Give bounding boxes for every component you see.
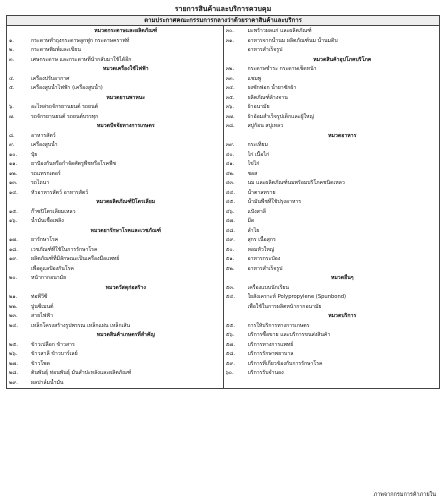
item-number [9,198,31,208]
item-label: บริการรักษาพยาบาล [247,351,294,357]
list-item [226,284,438,294]
item-label: มะพร้าวผลแก่ และผลิตภัณฑ์ [247,28,312,34]
item-number: ๓๓. [225,75,235,82]
item-number: ๔๐. [225,151,235,158]
item-number: ๔๑. [225,161,235,167]
category-label: หมวดวัสดุก่อสร้าง [105,284,146,291]
list-item [9,360,221,370]
item-label: เหล็กโครงสร้างรูปพรรณ เหล็กแผ่น เหล็กเส้น [31,322,131,329]
list-item [9,189,221,199]
item-number: ๓๘. [225,123,235,129]
item-number: ๕๖. [225,332,235,338]
item-label: สายไฟฟ้า [31,313,53,319]
item-label: มีด [247,218,255,224]
list-item [9,84,221,94]
list-item [226,208,438,218]
item-number: ๕๙. [225,360,235,367]
item-label: รถจักรยานยนต์ รถยนต์บรรทุก [31,113,99,120]
item-number: ๔๕. [225,199,236,205]
item-label: อาหารสำเร็จรูป [247,265,283,272]
list-item [9,246,221,256]
item-label: ใยสังเคราะห์ Polypropylene (Spunbond) [247,294,347,300]
category-heading [9,198,221,208]
category-heading [9,122,221,132]
item-label: หัวอาหารสัตว์ อาหารสัตว์ [31,189,89,196]
item-number: ๒๔. [9,322,18,329]
item-label: หน้ากากอนามัย [31,275,67,281]
item-label: ก๊าซปิโตรเลียมเหลว [31,208,76,215]
item-number: ๑๗. [9,237,18,243]
item-label: เครื่องแบบนักเรียน [247,284,289,291]
item-number: ๑. [9,37,14,44]
item-number: ๔๗. [225,218,235,224]
item-number: ๒๘. [9,370,19,376]
item-number: ๑๙. [9,256,18,262]
item-number: ๒๕. [9,341,18,348]
list-item [9,303,221,313]
item-label: หอมหัวใหญ่ [247,246,275,253]
item-number [226,274,248,284]
list-item [9,312,221,322]
item-label: ไก่ เนื้อไก่ [247,151,270,158]
list-item [226,255,438,265]
category-label: หมวดกระดาษและผลิตภัณฑ์ [94,28,158,34]
item-number: ๕๕. [225,322,236,329]
list-item [226,179,438,189]
item-number: ๓๗. [225,113,235,120]
item-number: ๒๗. [9,360,18,367]
item-number: ๑๔. [9,189,18,196]
item-number: ๒๐. [9,275,18,281]
item-number: ๕๗. [225,341,235,348]
item-label: แชมพู [247,75,262,82]
category-heading [9,94,221,104]
list-item [9,322,221,332]
item-number [226,46,248,56]
list-item [226,265,438,275]
item-number: ๔๙. [225,237,235,243]
item-number: ๑๕. [9,208,18,215]
category-label: หมวดปัจจัยทางการเกษตร [96,123,155,129]
item-number: ๕. [9,85,15,91]
list-item [9,170,221,180]
left-column-cell [7,26,224,389]
list-item [226,27,438,37]
table-subtitle: ตามประกาศคณะกรรมการกลางว่าด้วยราคาสินค้าและบริการ [7,16,439,25]
item-number: ๑๘. [9,246,18,253]
item-number: ๗. [9,113,15,120]
item-label: นม และผลิตภัณฑ์นมพร้อมบริโภคชนิดเหลว [247,180,345,186]
list-item [9,293,221,303]
item-label: การให้บริการทางการเกษตร [247,322,310,329]
list-item [9,217,221,227]
category-heading [226,56,438,66]
item-number: ๒. [9,47,15,53]
right-column [224,26,440,379]
list-item [226,350,438,360]
category-heading [226,132,438,142]
category-heading [9,284,221,294]
list-item [9,132,221,142]
item-number: ๕๔. [225,294,236,300]
list-item [9,265,221,275]
category-heading [9,65,221,75]
item-label: ลำไย [247,227,260,234]
item-number: ๙. [9,142,15,148]
item-label: บริการที่เกี่ยวข้องกับการรักษาโรค [247,360,323,367]
item-number [9,265,31,275]
item-number [9,331,31,341]
list-item [9,160,221,170]
list-item [226,46,438,56]
list-item [226,141,438,151]
item-label: เพื่อดูแลป้องกันโรค [31,265,74,272]
list-item [9,46,221,56]
item-label: บริการทางการแพทย์ [247,341,294,348]
list-item [9,255,221,265]
item-number: ๓. [9,56,15,63]
list-item [226,293,438,303]
item-number: ๓๖. [225,104,234,110]
item-label: เครื่องสูบน้ำไฟฟ้า (เครื่องสูบน้ำ) [31,85,103,91]
list-item [9,236,221,246]
category-heading [9,331,221,341]
category-label: หมวดอื่นๆ [330,275,354,281]
item-label: เศษกระดาษ และกระดาษที่นำกลับมาใช้ได้อีก [31,56,132,63]
list-item [226,236,438,246]
category-label: หมวดสินค้าอุปโภคบริโภค [313,56,372,63]
item-number: ๖. [9,104,14,110]
list-item [226,84,438,94]
list-item [9,37,221,47]
item-label: น้ำตาลทราย [247,189,276,196]
item-number: ๒๒. [9,303,18,310]
item-number [9,227,31,237]
item-label: ผ้าอนามัย [247,104,270,110]
item-label: ข้าวโพด [31,360,50,367]
item-number: ๓๒. [225,66,235,72]
list-item [226,246,438,256]
list-item [226,369,438,379]
list-item [9,379,221,389]
list-item [226,75,438,85]
category-heading [226,312,438,322]
item-label: บริการรับจำนอง [247,370,284,376]
item-number [226,56,248,66]
list-item [9,103,221,113]
item-number [226,132,248,142]
category-label: หมวดอาหาร [328,132,357,139]
item-number: ๘. [9,132,15,139]
item-number: ๒๑. [9,294,18,300]
list-item [226,227,438,237]
item-number: ๓๔. [225,85,235,91]
item-number: ๑๐. [9,151,18,158]
item-number: ๓๑. [225,37,234,44]
item-number: ๓๐. [225,28,234,34]
item-label: สบู่ก้อน สบู่เหลว [247,123,284,129]
list-item [226,37,438,47]
category-label: หมวดสินค้าเกษตรที่สำคัญ [96,332,155,338]
list-item [9,56,221,66]
list-item [9,141,221,151]
item-label: ท่อพีวีซี [31,294,48,300]
item-number: ๑๑. [9,161,18,167]
list-item [9,113,221,123]
item-label: ผลิตภัณฑ์ที่มีลักษณะเป็นเครื่องมือแพทย์ [31,256,120,262]
item-label: กระดาษทำถุงกระดาษลูกฟูก กระดาษคราฟท์ [31,37,130,44]
item-number: ๔๘. [225,227,236,234]
item-number: ๔๖. [225,208,235,215]
item-label: เพื่อใช้ในการผลิตหน้ากากอนามัย [247,303,322,310]
item-number: ๕๘. [225,351,236,357]
item-number [226,303,248,313]
list-item [9,75,221,85]
right-column-cell [223,26,440,389]
item-number: ๕๑. [225,256,235,262]
left-column [7,26,223,388]
item-label: อาหารจากน้ำนม ผลิตภัณฑ์นม น้ำนมดิบ [247,37,338,44]
item-number: ๖๐. [225,370,234,376]
item-number [9,27,31,37]
item-number [9,284,31,294]
item-label: น้ำมันเชื้อเพลิง [31,218,64,224]
item-label: ซอส [247,170,258,177]
item-label: อะไหล่รถจักรยานยนต์ รถยนต์ [31,104,98,110]
item-number: ๔๔. [225,189,236,196]
item-number: ๕๐. [225,246,235,253]
list-item [9,350,221,360]
item-label: อาหารสำเร็จรูป [247,47,283,53]
item-label: สุกร เนื้อสุกร [247,237,276,243]
item-number: ๔๓. [225,180,235,186]
list-item [226,94,438,104]
item-number: ๑๒. [9,170,18,177]
item-number: ๓๕. [225,94,235,101]
item-label: ผลิตภัณฑ์ล้างจาน [247,94,288,101]
category-label: หมวดเครื่องใช้ไฟฟ้า [102,66,149,72]
category-heading [9,227,221,237]
item-number: ๒๓. [9,313,18,319]
list-item [226,322,438,332]
item-number: ๒๙. [9,379,18,386]
list-item [9,341,221,351]
footer-credit: ภาพจากกรมการค้าภายใน [373,492,436,498]
item-label: อาหารสัตว์ [31,132,56,139]
list-item [226,65,438,75]
list-item [226,103,438,113]
item-number [9,122,31,132]
list-item [226,341,438,351]
item-label: เครื่องปรับอากาศ [31,75,70,82]
category-label: หมวดยารักษาโรคและเวชภัณฑ์ [90,227,161,234]
list-item [226,113,438,123]
item-label: ปูนซีเมนต์ [31,303,54,310]
item-label: รถแทรกเตอร์ [31,170,61,177]
item-number [226,312,248,322]
list-item [226,189,438,199]
category-label: หมวดยานพาหนะ [106,94,146,101]
list-item [9,369,221,379]
table-header-cell [7,16,440,26]
item-label: ต้นพันธุ์ ท่อนพันธุ์ มันสำปะหลังและผลิตภัณฑ์ [31,370,132,376]
item-number: ๔๒. [225,170,235,177]
item-label: กระดาษพิมพ์และเขียน [31,47,81,53]
item-label: ยาป้องกันหรือกำจัดศัตรูพืชหรือโรคพืช [31,161,117,167]
item-label: เวชภัณฑ์ที่ใช้ในการรักษาโรค [31,246,98,253]
item-label: ปุ๋ย [31,151,38,158]
item-label: น้ำมันพืชที่ใช้ปรุงอาหาร [247,199,302,205]
item-number: ๕๓. [225,284,235,291]
item-number: ๑๓. [9,180,18,186]
item-number: ๓๙. [225,142,235,148]
document [6,4,440,498]
category-label: หมวดบริการ [328,313,357,319]
item-label: กระดาษชำระ กระดาษเช็ดหน้า [247,66,317,72]
item-number: ๑๖. [9,218,18,224]
list-item [226,160,438,170]
item-label: แป้งสาลี [247,208,266,215]
list-item [226,122,438,132]
item-number [9,94,31,104]
list-item [9,274,221,284]
item-label: อาหารกระป๋อง [247,256,281,262]
list-item [226,170,438,180]
item-label: ผงซักฟอก น้ำยาซักผ้า [247,85,297,91]
item-number: ๕๒. [225,265,235,272]
item-number: ๒๖. [9,351,18,357]
page-title: รายการสินค้าและบริการควบคุม [174,5,272,13]
item-label: ยารักษาโรค [31,237,59,243]
item-number: ๔. [9,75,15,82]
item-label: ผลปาล์มน้ำมัน [31,379,64,386]
item-label: ผ้าอ้อมสำเร็จรูปเด็กและผู้ใหญ่ [247,113,314,120]
item-label: รถไถนา [31,180,50,186]
list-item [9,208,221,218]
item-label: ข้าวสาลี ข้าวบาร์เลย์ [31,351,78,357]
list-item [9,151,221,161]
list-item [226,198,438,208]
list-item [9,179,221,189]
list-item [226,217,438,227]
list-item [226,331,438,341]
list-item [226,151,438,161]
item-label: เครื่องสูบน้ำ [31,142,58,148]
item-number [9,65,31,75]
list-item [226,360,438,370]
list-item [226,303,438,313]
item-label: ข้าวเปลือก ข้าวสาร [31,341,75,348]
category-label: หมวดผลิตภัณฑ์ปิโตรเลียม [96,199,156,205]
item-label: บริการซื้อขาย และบริการขนส่งสินค้า [247,332,331,338]
item-label: กระเทียม [247,142,268,148]
controlled-items-table [6,15,440,389]
category-heading [9,27,221,37]
category-heading [226,274,438,284]
item-label: ไข่ไก่ [247,161,260,167]
